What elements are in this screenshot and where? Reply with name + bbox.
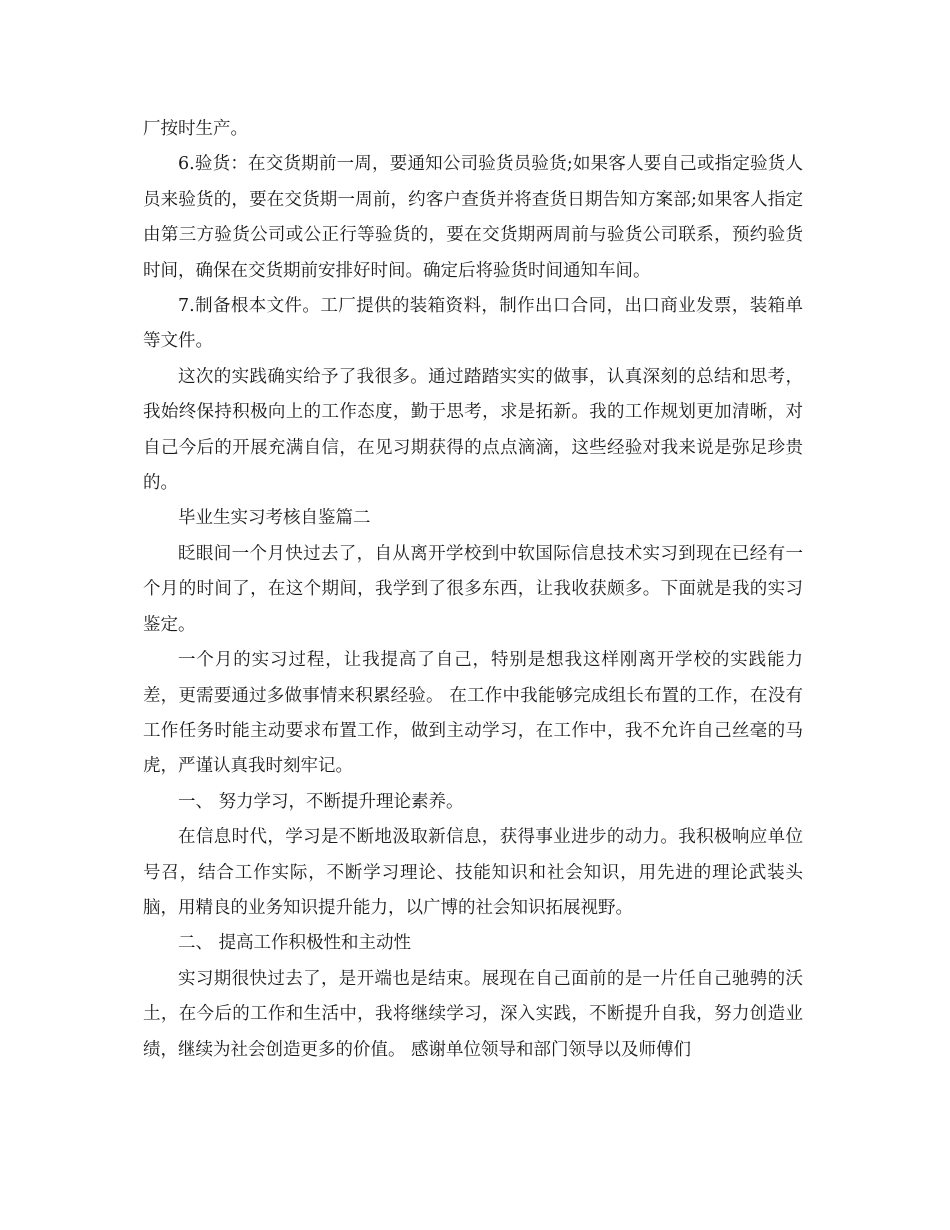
- document-body: [143, 112, 803, 1068]
- paragraph-inspection: 6.验货：在交货期前一周，要通知公司验货员验货;如果客人要自己或指定验货人员来验货的，要在交货期一周前，约客户查货并将查货日期告知方案部;如果客人指定由第三方验货公司或公正行等验货的，要在交货期两周前与验货公司联系，预约验货时间，确保在交货期前安排好时间。确定后将验货时间通知车间。: [143, 154, 803, 281]
- subheading-initiative: 二、 提高工作积极性和主动性: [178, 933, 412, 954]
- paragraph-conclusion: 实习期很快过去了，是开端也是结束。展现在自己面前的是一片任自己驰骋的沃土，在今后的工作和生活中，我将继续学习，深入实践，不断提升自我，努力创造业绩，继续为社会创造更多的价值。 感谢单位领导和部门领导以及师傅们: [143, 968, 803, 1060]
- paragraph-intro-month: 眨眼间一个月快过去了，自从离开学校到中软国际信息技术实习到现在已经有一个月的时间了，在这个期间，我学到了很多东西，让我收获颇多。下面就是我的实习鉴定。: [143, 543, 803, 635]
- paragraph-reflection: 这次的实践确实给予了我很多。通过踏踏实实的做事，认真深刻的总结和思考，我始终保持积极向上的工作态度，勤于思考，求是拓新。我的工作规划更加清晰，对自己今后的开展充满自信，在见习期获得的点点滴滴，这些经验对我来说是弥足珍贵的。: [143, 366, 803, 494]
- paragraph-continuation: 厂按时生产。: [143, 119, 248, 139]
- paragraph-information-age: 在信息时代，学习是不断地汲取新信息，获得事业进步的动力。我积极响应单位号召，结合工作实际，不断学习理论、技能知识和社会知识，用先进的理论武装头脑，用精良的业务知识提升能力，以广博的社会知识拓展视野。: [143, 827, 803, 918]
- subheading-study: 一、 努力学习，不断提升理论素养。: [178, 791, 464, 812]
- paragraph-documents: 7.制备根本文件。工厂提供的装箱资料，制作出口合同，出口商业发票，装箱单等文件。: [143, 296, 803, 352]
- section-heading-part-two: 毕业生实习考核自鉴篇二: [178, 508, 371, 529]
- paragraph-internship-process: 一个月的实习过程，让我提高了自己，特别是想我这样刚离开学校的实践能力差，更需要通过多做事情来积累经验。 在工作中我能够完成组长布置的工作，在没有工作任务时能主动要求布置工作，做到主动学习，在工作中，我不允许自己丝毫的马虎，严谨认真我时刻牢记。: [143, 650, 803, 777]
